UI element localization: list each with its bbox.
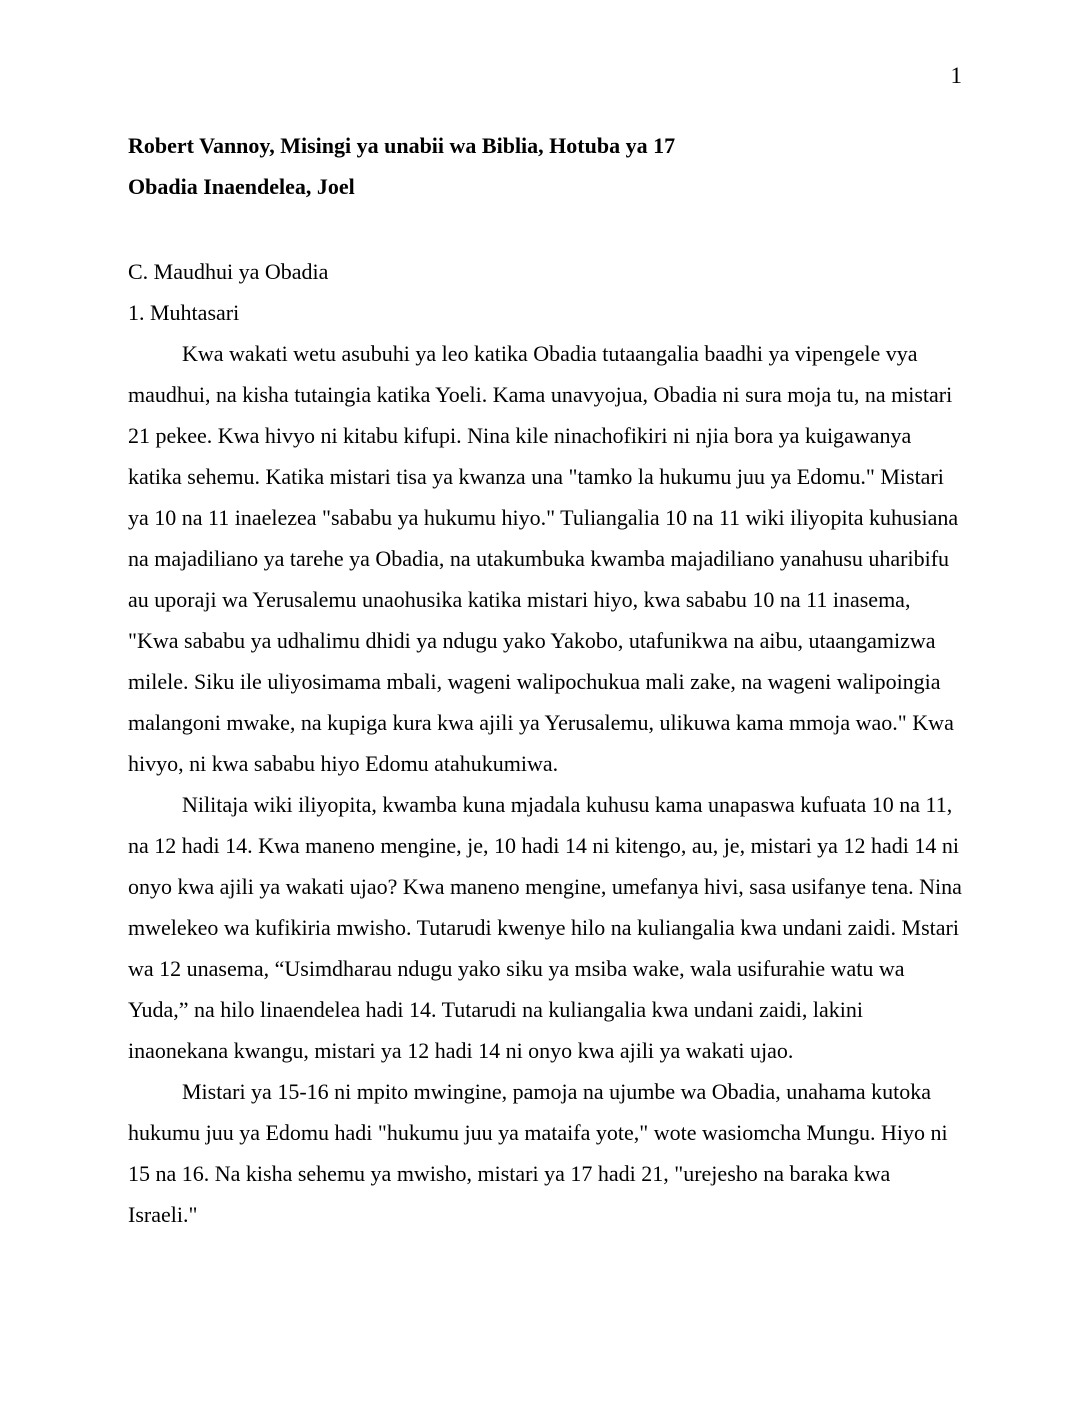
paragraph-1: Kwa wakati wetu asubuhi ya leo katika Obadia tutaangalia baadhi ya vipengele vya maudhui, na kisha tutaingia katika Yoeli. Kama unavyojua, Obadia ni sura moja tu, na mistari 21 pekee. Kwa hivyo ni kitabu kifupi. Nina kile ninachofikiri ni njia bora ya kuigawanya katika sehemu. Katika mistari tisa ya kwanza una "tamko la hukumu juu ya Edomu." Mistari ya 10 na 11 inaelezea "sababu ya hukumu hiyo." Tuliangalia 10 na 11 wiki iliyopita kuhusiana na majadiliano ya tarehe ya Obadia, na utakumbuka kwamba majadiliano yanahusu uharibifu au uporaji wa Yerusalemu unaohusika katika mistari hiyo, kwa sababu 10 na 11 inasema, "Kwa sababu ya udhalimu dhidi ya ndugu yako Yakobo, utafunikwa na aibu, utaangamizwa milele. Siku ile uliyosimama mbali, wageni walipochukua mali zake, na wageni walipoingia malangoni mwake, na kupiga kura kwa ajili ya Yerusalemu, ulikuwa kama mmoja wao." Kwa hivyo, ni kwa sababu hiyo Edomu atahukumiwa. bbox=[128, 341, 959, 776]
paragraph-2: Nilitaja wiki iliyopita, kwamba kuna mjadala kuhusu kama unapaswa kufuata 10 na 11, na 12 hadi 14. Kwa maneno mengine, je, 10 hadi 14 ni kitengo, au, je, mistari ya 12 hadi 14 ni onyo kwa ajili ya wakati ujao? Kwa maneno mengine, umefanya hivi, sasa usifanye tena. Nina mwelekeo wa kufikiria mwisho. Tutarudi kwenye hilo na kuliangalia kwa undani zaidi. Mstari wa 12 unasema, “Usimdharau ndugu yako siku ya msiba wake, wala usifurahie watu wa Yuda,” na hilo linaendelea hadi 14. Tutarudi na kuliangalia kwa undani zaidi, lakini inaonekana kwangu, mistari ya 12 hadi 14 ni onyo kwa ajili ya wakati ujao. bbox=[128, 792, 962, 1063]
document-content bbox=[128, 125, 964, 1235]
section-heading: C. Maudhui ya Obadia bbox=[128, 259, 329, 284]
blank-line-spacer bbox=[128, 207, 964, 251]
paragraph-3: Mistari ya 15-16 ni mpito mwingine, pamoja na ujumbe wa Obadia, unahama kutoka hukumu juu ya Edomu hadi "hukumu juu ya mataifa yote," wote wasiomcha Mungu. Hiyo ni 15 na 16. Na kisha sehemu ya mwisho, mistari ya 17 hadi 21, "urejesho na baraka kwa Israeli." bbox=[128, 1079, 948, 1227]
document-title-line-2: Obadia Inaendelea, Joel bbox=[128, 174, 355, 199]
page-number: 1 bbox=[950, 63, 962, 88]
subsection-heading: 1. Muhtasari bbox=[128, 300, 240, 325]
document-title-line-1: Robert Vannoy, Misingi ya unabii wa Biblia, Hotuba ya 17 bbox=[128, 133, 676, 158]
